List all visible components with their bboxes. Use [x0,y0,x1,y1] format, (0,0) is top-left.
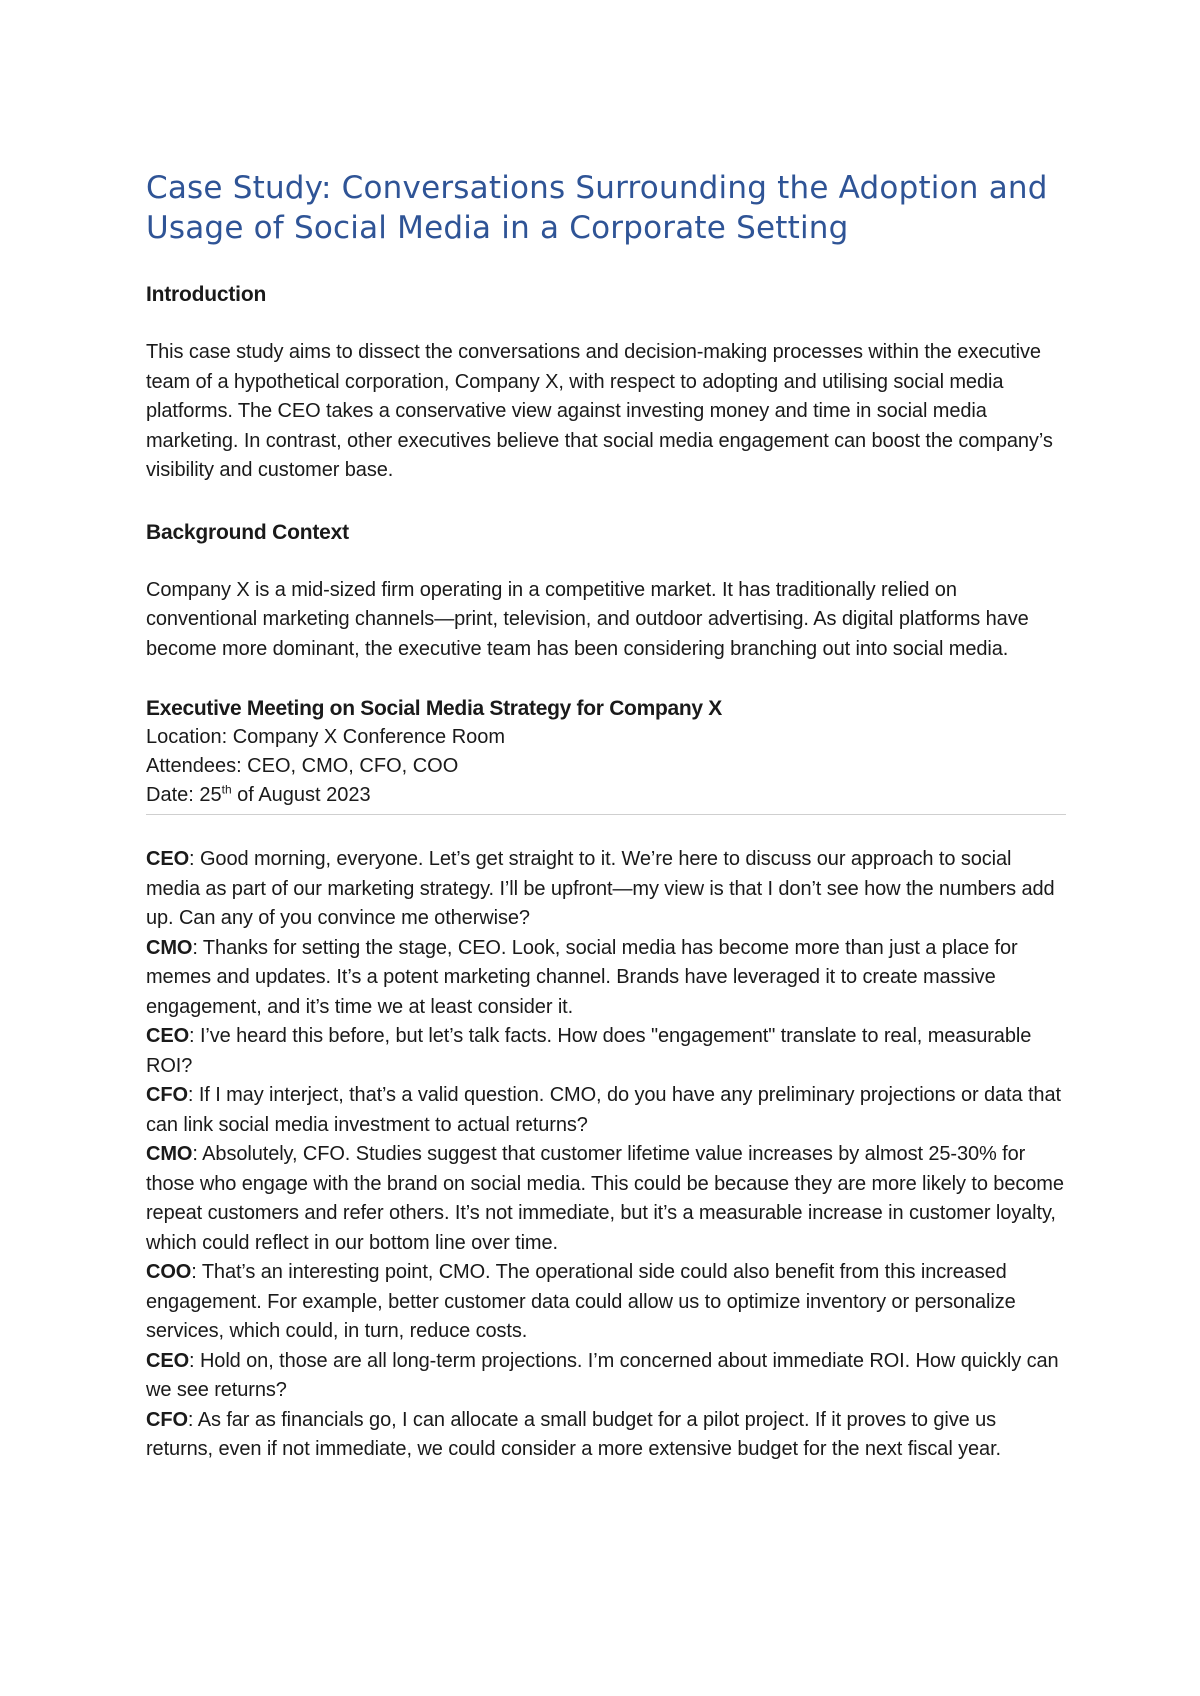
document-title: Case Study: Conversations Surrounding the Adoption and Usage of Social Media in a Corporate Setting [146,170,1048,246]
dialogue-turn [146,1347,1066,1406]
speaker-line: : Thanks for setting the stage, CEO. Look, social media has become more than just a place for memes and updates. It’s a potent marketing channel. Brands have leveraged it to create massive engagement, and it’s time we at least consider it. [146,936,1018,1018]
meeting-date [146,781,1066,810]
meeting-title: Executive Meeting on Social Media Strategy for Company X [146,697,723,720]
speaker-label: CEO [146,848,190,870]
background-heading: Background Context [146,520,349,544]
dialogue-turn [146,1258,1066,1347]
speaker-line: : Absolutely, CFO. Studies suggest that customer lifetime value increases by almost 25-30% for those who engage with the brand on social media. This could be because they are more likely to become repeat customers and refer others. It’s not immediate, but it’s a measurable increase in customer loyalty, which could reflect in our bottom line over time. [146,1143,1064,1254]
speaker-line: : Good morning, everyone. Let’s get straight to it. We’re here to discuss our approach to social media as part of our marketing strategy. I’ll be upfront—my view is that I don’t see how the numbers add up. Can any of you convince me otherwise? [146,848,1055,929]
speaker-label: CEO [146,1349,190,1372]
speaker-line: : As far as financials go, I can allocate a small budget for a pilot project. If it proves to give us returns, even if not immediate, we could consider a more extensive budget for the next fiscal year. [146,1408,1001,1460]
meeting-attendees: Attendees: CEO, CMO, CFO, COO [146,755,459,777]
dialogue-turn [146,934,1066,1023]
speaker-label: CFO [146,1408,188,1431]
meeting-date-superscript: th [221,782,232,797]
speaker-line: : I’ve heard this before, but let’s talk facts. How does "engagement" translate to real, measurable ROI? [146,1025,1032,1077]
dialogue-turn [146,845,1066,934]
speaker-label: CMO [146,936,193,959]
dialogue-turn [146,1140,1066,1258]
speaker-label: COO [146,1261,192,1283]
meeting-date-prefix: Date: 25 [146,784,222,806]
speaker-line: : If I may interject, that’s a valid question. CMO, do you have any preliminary projections or data that can link social media investment to actual returns? [146,1084,1061,1136]
speaker-line: : Hold on, those are all long-term projections. I’m concerned about immediate ROI. How quickly can we see returns? [146,1349,1059,1401]
speaker-line: : That’s an interesting point, CMO. The operational side could also benefit from this increased engagement. For example, better customer data could allow us to optimize inventory or personalize services, which could, in turn, reduce costs. [146,1261,1016,1342]
meeting-location: Location: Company X Conference Room [146,726,506,748]
section-divider [146,814,1066,815]
dialogue-turn [146,1022,1066,1081]
introduction-heading: Introduction [146,283,267,306]
dialogue-transcript [146,845,1066,1465]
speaker-label: CMO [146,1143,193,1165]
document-page [146,168,1066,1465]
dialogue-turn [146,1406,1066,1465]
dialogue-turn [146,1081,1066,1140]
introduction-paragraph: This case study aims to dissect the conversations and decision-making processes within the executive team of a hypothetical corporation, Company X, with respect to adopting and utilising social media platforms. The CEO takes a conservative view against investing money and time in social media marketing. In contrast, other executives believe that social media engagement can boost the company’s visibility and customer base. [146,341,1053,481]
speaker-label: CEO [146,1025,190,1047]
speaker-label: CFO [146,1084,188,1106]
meeting-date-suffix: of August 2023 [231,784,371,806]
background-paragraph: Company X is a mid-sized firm operating in a competitive market. It has traditionally relied on conventional marketing channels—print, television, and outdoor advertising. As digital platforms have become more dominant, the executive team has been considering branching out into social media. [146,578,1029,660]
